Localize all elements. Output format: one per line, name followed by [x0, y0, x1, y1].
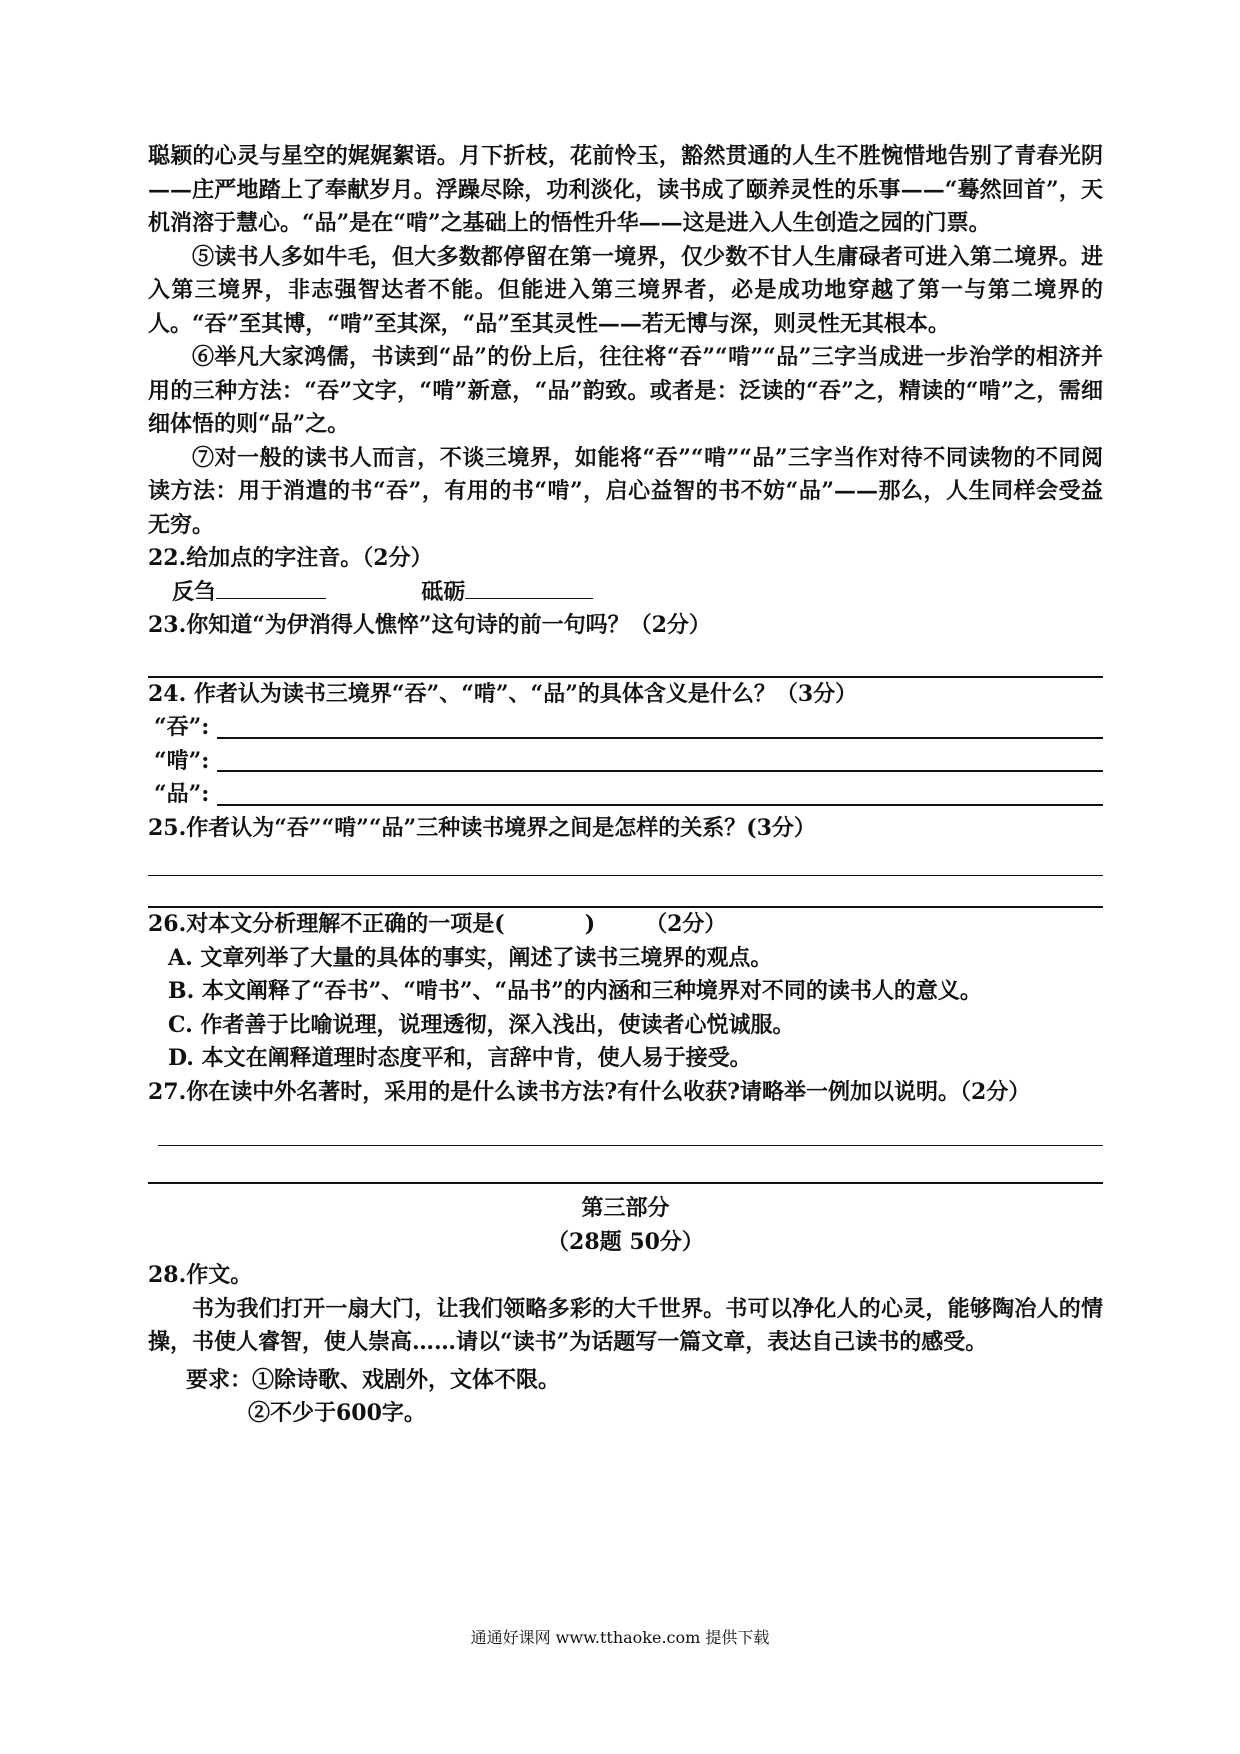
essay-requirement-1: 要求：①除诗歌、戏剧外，文体不限。 [186, 1366, 561, 1393]
option-d: D. 本文在阐释道理时态度平和，言辞中肯，使人易于接受。 [168, 1045, 752, 1071]
answer-row-tun[interactable] [148, 711, 1103, 745]
question-25: 25.作者认为“吞”“啃”“品”三种读书境界之间是怎样的关系？(3分） [148, 814, 816, 841]
passage-paragraph-5: ⑤读书人多如牛毛，但大多数都停留在第一境界，仅少数不甘人生庸碌者可进入第二境界。进入第三境界，非志强智达者不能。但能进入第三境界者，必是成功地穿越了第一与第二境界的人。“吞”至其博，“啃”至其深，“品”至其灵性——若无博与深，则灵性无其根本。 [148, 243, 1103, 337]
question-24: 24. 作者认为读书三境界“吞”、“啃”、“品”的具体含义是什么？（3分） [148, 680, 858, 707]
answer-line-27-1[interactable] [158, 1109, 1103, 1146]
answer-line-tun[interactable] [217, 737, 1103, 739]
essay-requirement-2: ②不少于600字。 [248, 1400, 426, 1426]
answer-row-ken[interactable] [148, 745, 1103, 779]
pinyin-blank-1[interactable] [216, 576, 326, 599]
passage-paragraph-6: ⑥举凡大家鸿儒，书读到“品”的份上后，往往将“吞”“啃”“品”三字当成进一步治学的相济并用的三种方法：“吞”文字，“啃”新意，“品”韵致。或者是：泛读的“吞”之，精读的“啃”之，需细细体悟的则“品”之。 [148, 344, 1103, 437]
question-22-blanks [148, 576, 1103, 610]
exam-page [148, 140, 1103, 1431]
label-tun: “吞”: [154, 714, 210, 740]
passage-paragraph-4-tail: 聪颖的心灵与星空的娓娓絮语。月下折枝，花前怜玉，豁然贯通的人生不胜惋惜地告别了青春光阴——庄严地踏上了奉献岁月。浮躁尽除，功利淡化，读书成了颐养灵性的乐事——“蓦然回首”，天机消溶于慧心。“品”是在“啃”之基础上的悟性升华——这是进入人生创造之园的门票。 [148, 143, 1103, 236]
question-23: 23.你知道“为伊消得人憔悴”这句诗的前一句吗？（2分） [148, 612, 711, 638]
word-dili: 砥砺 [421, 578, 466, 605]
answer-line-25-2[interactable] [148, 876, 1103, 908]
answer-line-27-2[interactable] [148, 1146, 1103, 1184]
question-27: 27.你在读中外名著时，采用的是什么读书方法?有什么收获?请略举一例加以说明。（2分） [148, 1078, 1031, 1105]
part-3-subtitle: （28题 50分） [547, 1228, 704, 1255]
label-pin: “品”: [154, 781, 210, 807]
option-c: C. 作者善于比喻说理，说理透彻，深入浅出，使读者心悦诚服。 [168, 1011, 795, 1038]
question-28-title: 28.作文。 [148, 1262, 253, 1288]
answer-row-pin[interactable] [148, 778, 1103, 812]
question-26-score: （2分） [645, 911, 727, 937]
question-26-text: 26.对本文分析理解不正确的一项是( [148, 911, 505, 937]
label-ken: “啃”: [154, 747, 210, 774]
pinyin-blank-2[interactable] [465, 576, 593, 599]
answer-line-ken[interactable] [217, 770, 1103, 772]
answer-line-25-1[interactable] [148, 845, 1103, 876]
part-3-title: 第三部分 [581, 1195, 670, 1221]
answer-line-pin[interactable] [217, 804, 1103, 806]
word-fanchu: 反刍 [172, 578, 217, 605]
question-26-close: ) [584, 911, 596, 937]
option-b: B. 本文阐释了“吞书”、“啃书”、“品书”的内涵和三种境界对不同的读书人的意义。 [168, 978, 982, 1004]
answer-line-23[interactable] [148, 643, 1103, 678]
question-22: 22.给加点的字注音。（2分） [148, 545, 433, 571]
question-26 [148, 908, 1103, 942]
option-a: A. 文章列举了大量的具体的事实，阐述了读书三境界的观点。 [168, 944, 773, 971]
footer-source: 通通好课网 www.tthaoke.com 提供下载 [470, 1628, 770, 1647]
essay-prompt: 书为我们打开一扇大门，让我们领略多彩的大千世界。书可以净化人的心灵，能够陶冶人的情操，书使人睿智，使人崇高……请以“读书”为话题写一篇文章，表达自己读书的感受。 [148, 1295, 1103, 1355]
passage-paragraph-7: ⑦对一般的读书人而言，不谈三境界，如能将“吞”“啃”“品”三字当作对待不同读物的不同阅读方法：用于消遣的书“吞”，有用的书“啃”，启心益智的书不妨“品”——那么，人生同样会受益无穷。 [148, 444, 1103, 538]
